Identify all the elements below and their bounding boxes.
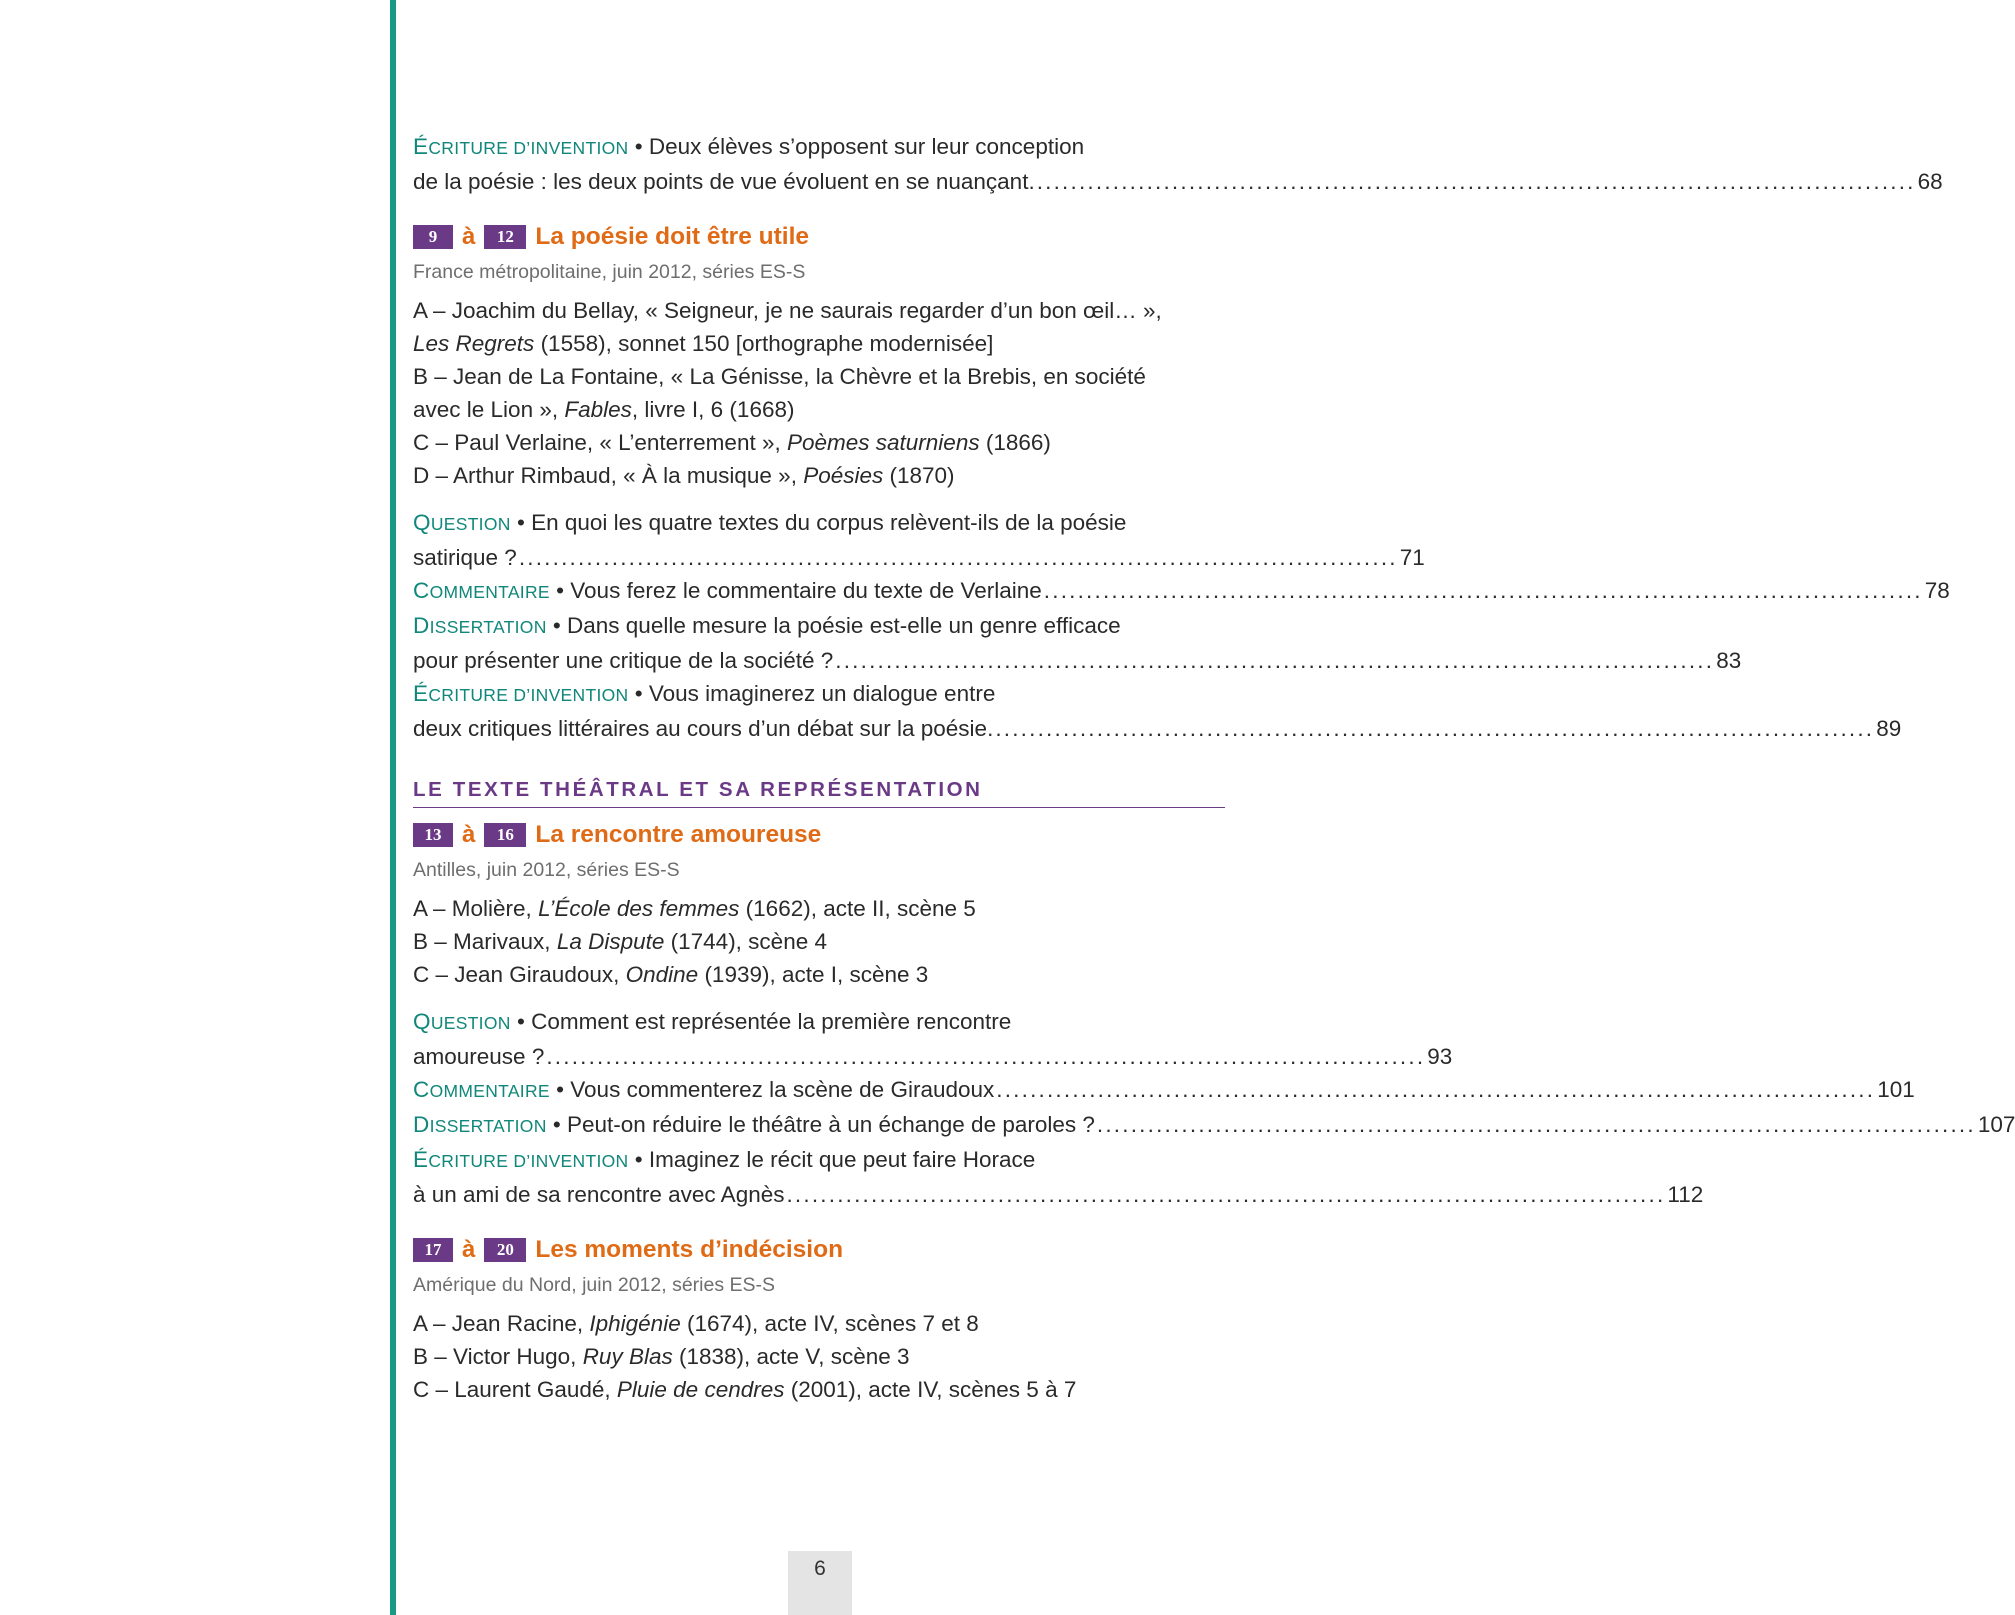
toc-entry-dissertation[interactable]: DISSERTATION • Dans quelle mesure la poésie est-elle un genre efficace pour présenter une critique de la société ? ........................................................................................................ 83: [413, 609, 1225, 677]
entry-label: ÉCRITURE D’INVENTION: [413, 134, 629, 159]
toc-entry-dissertation[interactable]: DISSERTATION • Peut-on réduire le théâtre à un échange de paroles ? ........................................................................................................ 107: [413, 1108, 1225, 1143]
page-ref: 107: [1977, 1112, 2015, 1137]
exercise-badge-to: 12: [484, 225, 526, 249]
text-list: [413, 1307, 1225, 1406]
text-item: A – Molière, L’École des femmes (1662), acte II, scène 5: [413, 896, 976, 921]
section-source: France métropolitaine, juin 2012, séries ES-S: [413, 261, 806, 283]
toc-entry-ecriture[interactable]: ÉCRITURE D’INVENTION • Vous imaginerez un dialogue entre deux critiques littéraires au cours d’un débat sur la poésie. ........................................................................................................ 89: [413, 677, 1225, 745]
page-ref: 71: [1399, 545, 1425, 570]
page-ref: 68: [1917, 169, 1943, 194]
text-item: C – Laurent Gaudé, Pluie de cendres (2001), acte IV, scènes 5 à 7: [413, 1377, 1077, 1402]
entry-line: ÉCRITURE D’INVENTION • Deux élèves s’opposent sur leur conception: [413, 134, 1085, 159]
entry-label: COMMENTAIRE: [413, 578, 550, 603]
page-ref: 78: [1924, 578, 1950, 603]
toc-entry-commentaire[interactable]: COMMENTAIRE • Vous ferez le commentaire du texte de Verlaine ........................................................................................................ 78: [413, 574, 1225, 609]
section-source: Antilles, juin 2012, séries ES-S: [413, 859, 680, 881]
entry-label: ÉCRITURE D’INVENTION: [413, 1147, 629, 1172]
exercise-badge-from: 9: [413, 225, 453, 249]
exercise-badge-from: 17: [413, 1238, 453, 1262]
page-ref: 83: [1716, 648, 1742, 673]
toc-entry-ecriture-intro[interactable]: [413, 130, 1943, 198]
entry-line: de la poésie : les deux points de vue évoluent en se nuançant. ........................................................................................................ 68: [413, 165, 1225, 198]
entry-label: QUESTION: [413, 1009, 511, 1034]
page-ref: 101: [1877, 1077, 1915, 1102]
text-item: D – Arthur Rimbaud, « À la musique », Poésies (1870): [413, 463, 955, 488]
text-list: [413, 294, 1225, 492]
toc-entry-ecriture[interactable]: ÉCRITURE D’INVENTION • Imaginez le récit que peut faire Horace à un ami de sa rencontre avec Agnès ........................................................................................................ 112: [413, 1143, 1225, 1211]
entry-label: COMMENTAIRE: [413, 1077, 550, 1102]
page-ref: 93: [1427, 1044, 1453, 1069]
page-number: 6: [788, 1551, 852, 1615]
text-item: C – Jean Giraudoux, Ondine (1939), acte I, scène 3: [413, 962, 929, 987]
text-item: A – Joachim du Bellay, « Seigneur, je ne saurais regarder d’un bon œil… »,: [413, 298, 1162, 323]
text-item: C – Paul Verlaine, « L’enterrement », Poèmes saturniens (1866): [413, 430, 1051, 455]
exercise-badge-to: 16: [484, 823, 526, 847]
section-heading: 9 à 12 La poésie doit être utile: [413, 220, 1225, 254]
section-title: La rencontre amoureuse: [535, 821, 822, 848]
toc-entry-question[interactable]: QUESTION • Comment est représentée la première rencontre amoureuse ? ........................................................................................................ 93: [413, 1005, 1225, 1073]
toc-entry-question[interactable]: QUESTION • En quoi les quatre textes du corpus relèvent-ils de la poésie satirique ? ........................................................................................................ 71: [413, 506, 1225, 574]
toc-content: [413, 130, 2015, 1406]
entry-label: DISSERTATION: [413, 613, 547, 638]
section-title: La poésie doit être utile: [535, 223, 809, 250]
text-item: A – Jean Racine, Iphigénie (1674), acte IV, scènes 7 et 8: [413, 1311, 979, 1336]
section-heading: 13 à 16 La rencontre amoureuse: [413, 818, 1225, 852]
text-item: B – Victor Hugo, Ruy Blas (1838), acte V, scène 3: [413, 1344, 910, 1369]
exercise-badge-from: 13: [413, 823, 453, 847]
exercise-badge-to: 20: [484, 1238, 526, 1262]
section-title: Les moments d’indécision: [535, 1236, 844, 1263]
sidebar-rule: [390, 0, 396, 1615]
text-item: B – Marivaux, La Dispute (1744), scène 4: [413, 929, 827, 954]
text-list: [413, 892, 1225, 991]
text-item: avec le Lion », Fables, livre I, 6 (1668): [413, 397, 795, 422]
page-ref: 112: [1667, 1182, 1704, 1207]
entry-label: DISSERTATION: [413, 1112, 547, 1137]
part-title: LE TEXTE THÉÂTRAL ET SA REPRÉSENTATION: [413, 775, 1225, 808]
entry-label: ÉCRITURE D’INVENTION: [413, 681, 629, 706]
section-source: Amérique du Nord, juin 2012, séries ES-S: [413, 1274, 776, 1296]
page-ref: 89: [1876, 716, 1902, 741]
toc-entry-commentaire[interactable]: COMMENTAIRE • Vous commenterez la scène de Giraudoux ........................................................................................................ 101: [413, 1073, 1225, 1108]
text-item: B – Jean de La Fontaine, « La Génisse, la Chèvre et la Brebis, en société: [413, 364, 1146, 389]
entry-label: QUESTION: [413, 510, 511, 535]
text-item: Les Regrets (1558), sonnet 150 [orthographe modernisée]: [413, 331, 994, 356]
section-heading: 17 à 20 Les moments d’indécision: [413, 1233, 1225, 1267]
